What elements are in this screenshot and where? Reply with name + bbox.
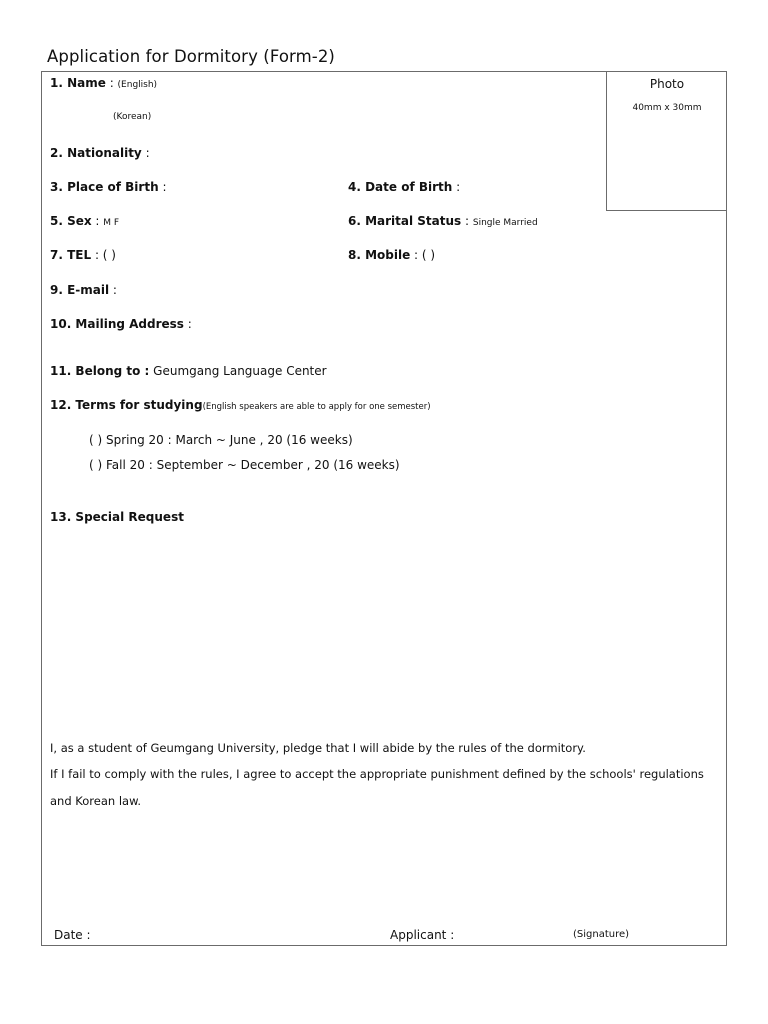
date-label: Date : (54, 928, 91, 942)
place-of-birth-label: 3. Place of Birth (50, 180, 159, 194)
photo-label: Photo (649, 77, 685, 91)
term-fall-option[interactable]: ( ) Fall 20 : September ~ December , 20 (16 weeks) (89, 458, 400, 472)
signature-label: (Signature) (573, 929, 630, 940)
sex-options[interactable]: M F (103, 218, 120, 228)
page-title: Application for Dormitory (Form-2) (47, 47, 335, 66)
date-of-birth-field[interactable] (348, 181, 460, 193)
belong-to-value: Geumgang Language Center (149, 364, 327, 378)
place-of-birth-sep: : (158, 180, 167, 194)
special-request-label: 13. Special Request (50, 510, 184, 524)
pledge-line-1: I, as a student of Geumgang University, pledge that I will abide by the rules of the dormitory. (50, 741, 586, 755)
name-sep: : (105, 76, 118, 90)
name-field[interactable] (50, 77, 157, 90)
date-of-birth-label: 4. Date of Birth (348, 180, 453, 194)
terms-label: 12. Terms for studying (50, 398, 203, 412)
marital-status-options[interactable]: Single Married (472, 218, 538, 228)
nationality-label: 2. Nationality (50, 146, 142, 160)
name-korean-hint: (Korean) (113, 112, 152, 122)
mobile-sep: : ( ) (410, 248, 436, 262)
belong-to-label: 11. Belong to : (50, 364, 150, 378)
terms-note: (English speakers are able to apply for one semester) (202, 402, 431, 412)
mailing-address-label: 10. Mailing Address (50, 317, 184, 331)
pledge-line-3: and Korean law. (50, 794, 142, 808)
marital-status-sep: : (461, 214, 473, 228)
photo-box (606, 72, 727, 211)
nationality-sep: : (141, 146, 150, 160)
name-english-hint: (English) (117, 80, 158, 90)
mobile-label: 8. Mobile (348, 248, 411, 262)
pledge-line-2: If I fail to comply with the rules, I agree to accept the appropriate punishment defined by the schools' regulations (50, 767, 704, 781)
tel-field[interactable] (50, 249, 116, 261)
place-of-birth-field[interactable] (50, 181, 166, 193)
date-of-birth-sep: : (452, 180, 461, 194)
term-spring-option[interactable]: ( ) Spring 20 : March ~ June , 20 (16 weeks) (89, 433, 353, 447)
tel-label: 7. TEL (50, 248, 92, 262)
photo-size: 40mm x 30mm (632, 103, 702, 113)
sex-label: 5. Sex (50, 214, 92, 228)
email-sep: : (109, 283, 117, 297)
email-field[interactable] (50, 284, 117, 296)
sex-field[interactable] (50, 215, 119, 228)
tel-sep: : ( ) (91, 248, 116, 262)
marital-status-field[interactable] (348, 215, 538, 228)
sex-sep: : (91, 214, 104, 228)
terms-field (50, 399, 431, 412)
applicant-label: Applicant : (390, 928, 455, 942)
mailing-address-field[interactable] (50, 318, 192, 330)
name-label: 1. Name (50, 76, 106, 90)
marital-status-label: 6. Marital Status (348, 214, 462, 228)
mailing-address-sep: : (183, 317, 192, 331)
email-label: 9. E-mail (50, 283, 110, 297)
belong-to-field (50, 365, 327, 377)
mobile-field[interactable] (348, 249, 435, 261)
nationality-field[interactable] (50, 147, 150, 159)
